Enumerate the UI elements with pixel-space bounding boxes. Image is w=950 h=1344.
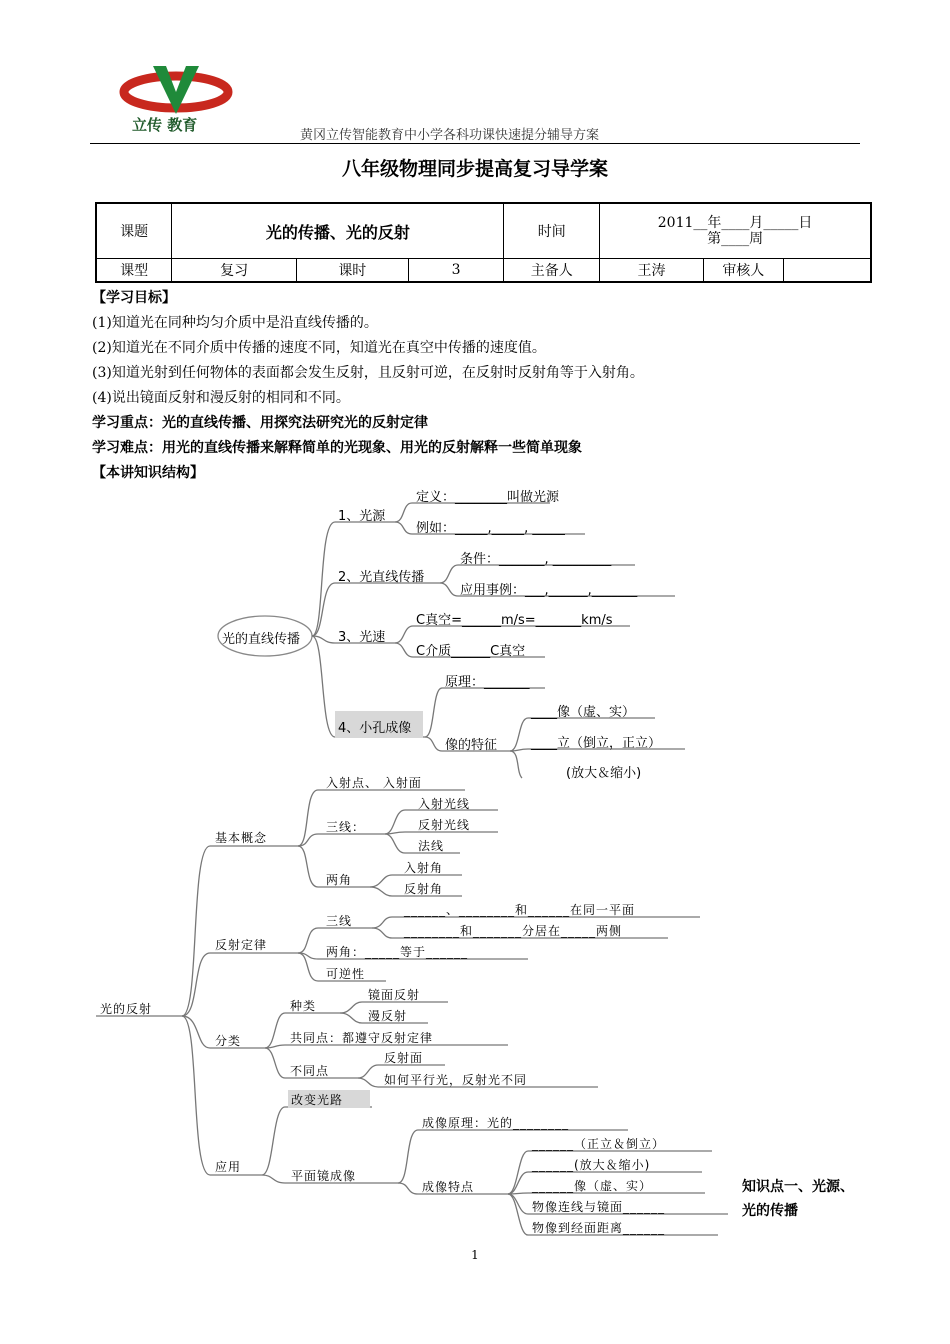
map2-plane-mirror: 平面镜成像 [291, 1169, 357, 1183]
map2-classification: 分类 [215, 1034, 242, 1048]
map1-principle: 原理：_______ [445, 675, 530, 690]
topic-value: 光的传播、光的反射 [172, 203, 504, 259]
map2-two-angles: 两角 [326, 873, 353, 887]
objective-item: (2)知道光在不同介质中传播的速度不同，知道光在真空中传播的速度值。 [92, 340, 546, 356]
hours-label: 课时 [296, 259, 408, 283]
topic-label: 课题 [96, 203, 172, 259]
map1-branch-light-source: 1、光源 [338, 509, 386, 524]
map1-branch-pinhole: 4、小孔成像 [338, 721, 412, 736]
hours-value: 3 [408, 259, 504, 283]
page-number: 1 [471, 1248, 479, 1262]
map2-normal: 法线 [418, 839, 445, 853]
objective-item: (1)知道光在同种均匀介质中是沿直线传播的。 [92, 315, 378, 331]
map2-feature-distance: 物像到经面距离______ [532, 1221, 666, 1235]
map2-kinds: 种类 [290, 999, 317, 1013]
map1-feature-virtual-real: ____像（虚、实） [531, 705, 636, 720]
map2-diff-surface: 反射面 [384, 1051, 424, 1065]
map1-branch-light-speed: 3、光速 [338, 630, 386, 645]
knowledge-point-line2: 光的传播 [742, 1203, 798, 1219]
type-label: 课型 [96, 259, 172, 283]
logo-text: 立传 教育 [132, 116, 198, 134]
map1-branch-straight-line: 2、光直线传播 [338, 570, 425, 585]
map2-law-coplanar: ______、________和______在同一平面 [404, 903, 636, 917]
map2-specular: 镜面反射 [368, 988, 421, 1002]
map2-diff-parallel: 如何平行光，反射光不同 [384, 1073, 528, 1087]
structure-heading: 【本讲知识结构】 [92, 465, 204, 481]
map2-feature-virtual: ______像（虚、实） [532, 1179, 653, 1193]
map2-feature-line: 物像连线与镜面______ [532, 1200, 666, 1214]
map1-vacuum-speed: C真空=______m/s=_______km/s [416, 613, 613, 628]
map2-image-principle: 成像原理：光的________ [422, 1116, 570, 1130]
map2-incident-point: 入射点、 入射面 [326, 776, 422, 790]
map1-examples: 例如：_____,_____, _____ [416, 521, 565, 536]
header-org-note: 黄冈立传智能教育中小学各科功课快速提分辅导方案 [300, 128, 600, 143]
map1-feature-upright: ____立（倒立，正立） [531, 736, 662, 751]
objective-item: (3)知道光射到任何物体的表面都会发生反射，且反射可逆，在反射时反射角等于入射角。 [92, 365, 644, 381]
map2-root: 光的反射 [100, 1002, 153, 1016]
map2-common: 共同点：都遵守反射定律 [290, 1031, 434, 1045]
time-label: 时间 [504, 203, 600, 259]
map1-condition: 条件：_______, _________ [460, 552, 612, 567]
map2-law-three-lines: 三线 [326, 914, 353, 928]
map2-reflected-ray: 反射光线 [418, 818, 471, 832]
map2-law-sides: ________和_______分居在_____两侧 [404, 924, 623, 938]
key-point: 学习重点：光的直线传播、用探究法研究光的反射定律 [92, 415, 428, 431]
map2-reflection-angle: 反射角 [404, 882, 444, 896]
type-value: 复习 [172, 259, 297, 283]
preparer-label: 主备人 [504, 259, 600, 283]
map1-application: 应用事例：___,______,_______ [460, 583, 638, 598]
objectives-heading: 【学习目标】 [92, 290, 176, 306]
map1-medium-speed: C介质______C真空 [416, 644, 526, 659]
map2-feature-upright: ______（正立＆倒立） [532, 1137, 666, 1151]
map2-image-features: 成像特点 [422, 1180, 475, 1194]
document-title: 八年级物理同步提高复习导学案 [341, 158, 608, 180]
knowledge-point-line1: 知识点一、光源、 [742, 1179, 854, 1195]
map2-basic-concepts: 基本概念 [215, 831, 268, 845]
map2-incident-angle: 入射角 [404, 861, 444, 875]
map2-reflection-law: 反射定律 [215, 938, 268, 952]
map1-feature-size: (放大＆缩小) [566, 766, 642, 781]
map2-difference: 不同点 [290, 1064, 330, 1078]
map2-law-angles: 两角：_____等于______ [326, 945, 469, 959]
objective-item: (4)说出镜面反射和漫反射的相同和不同。 [92, 390, 350, 406]
map2-reversibility: 可逆性 [326, 967, 366, 981]
map2-change-path: 改变光路 [291, 1093, 344, 1107]
time-week-line: 第____周 [707, 231, 764, 247]
difficulty-point: 学习难点：用光的直线传播来解释简单的光现象、用光的反射解释一些简单现象 [92, 440, 582, 456]
map1-image-features: 像的特征 [445, 738, 498, 753]
map2-diffuse: 漫反射 [368, 1009, 408, 1023]
map1-definition: 定义：________叫做光源 [416, 490, 560, 505]
time-date-line: 2011__年____月_____日 [657, 215, 813, 231]
map2-feature-size: ______(放大＆缩小) [532, 1158, 651, 1172]
reviewer-label: 审核人 [703, 259, 783, 283]
map1-root: 光的直线传播 [222, 632, 301, 647]
map2-application: 应用 [215, 1160, 242, 1174]
map2-three-lines: 三线： [326, 820, 366, 834]
preparer-value: 王涛 [600, 259, 704, 283]
map2-incident-ray: 入射光线 [418, 797, 471, 811]
